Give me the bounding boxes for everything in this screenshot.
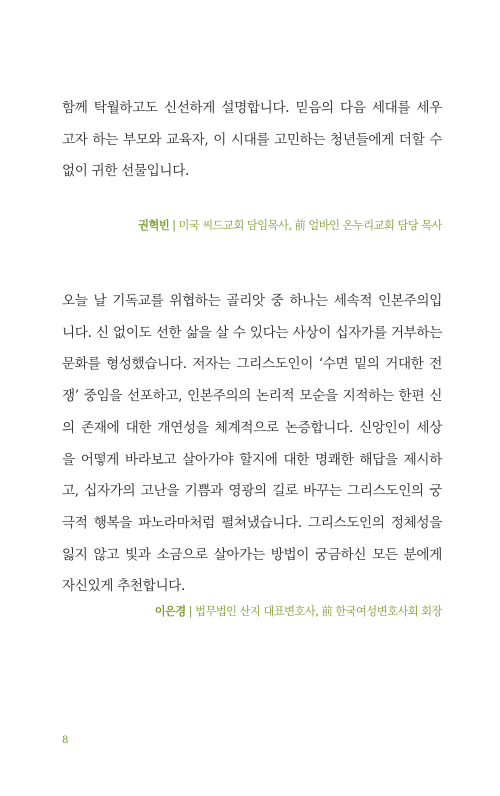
endorsement-2-line: 극적 행복을 파노라마처럼 펼쳐냈습니다. 그리스도인의 정체성을	[62, 514, 442, 531]
endorsement-2-line: 오늘 날 기독교를 위협하는 골리앗 중 하나는 세속적 인본주의입	[62, 293, 442, 309]
endorsement-2-text	[62, 286, 442, 603]
endorsement-1-line: 고자 하는 부모와 교육자, 이 시대를 고민하는 청년들에게 더할 수	[62, 131, 442, 148]
endorser-2-title: 법무법인 산지 대표변호사, 前 한국여성변호사회 회장	[195, 605, 442, 618]
endorsement-1-attribution	[138, 217, 442, 233]
endorsement-1-line: 없이 귀한 선물입니다.	[62, 163, 189, 180]
endorsement-2-line: 쟁’ 중임을 선포하고, 인본주의의 논리적 모순을 지적하는 한편 신	[62, 388, 442, 405]
endorsement-2-attribution	[155, 603, 442, 619]
endorsement-2-line: 고, 십자가의 고난을 기쁨과 영광의 길로 바꾸는 그리스도인의 궁	[62, 483, 442, 500]
endorsement-2-line: 니다. 신 없이도 선한 삶을 살 수 있다는 사상이 십자가를 거부하는	[62, 324, 442, 341]
endorsement-2-line: 을 어떻게 바라보고 살아가야 할지에 대한 명쾌한 해답을 제시하	[62, 451, 442, 468]
endorsement-1-line: 함께 탁월하고도 신선하게 설명합니다. 믿음의 다음 세대를 세우	[62, 100, 442, 116]
endorser-1-title: 미국 씨드교회 담임목사, 前 얼바인 온누리교회 담당 목사	[178, 219, 442, 232]
attribution-separator: |	[172, 219, 176, 232]
page-number: 8	[62, 735, 69, 746]
endorsement-2-line: 잃지 않고 빛과 소금으로 살아가는 방법이 궁금하신 모든 분에게	[62, 546, 442, 563]
endorsement-1-text	[62, 93, 442, 188]
endorsement-2-line: 의 존재에 대한 개연성을 체계적으로 논증합니다. 신앙인이 세상	[62, 419, 442, 436]
endorsement-2-line: 자신있게 추천합니다.	[62, 578, 185, 595]
endorser-1-name: 권혁빈	[138, 219, 170, 232]
endorsement-2-line: 문화를 형성했습니다. 저자는 그리스도인이 ‘수면 밑의 거대한 전	[62, 356, 442, 373]
endorser-2-name: 이은경	[154, 605, 186, 618]
attribution-separator: |	[188, 605, 193, 618]
